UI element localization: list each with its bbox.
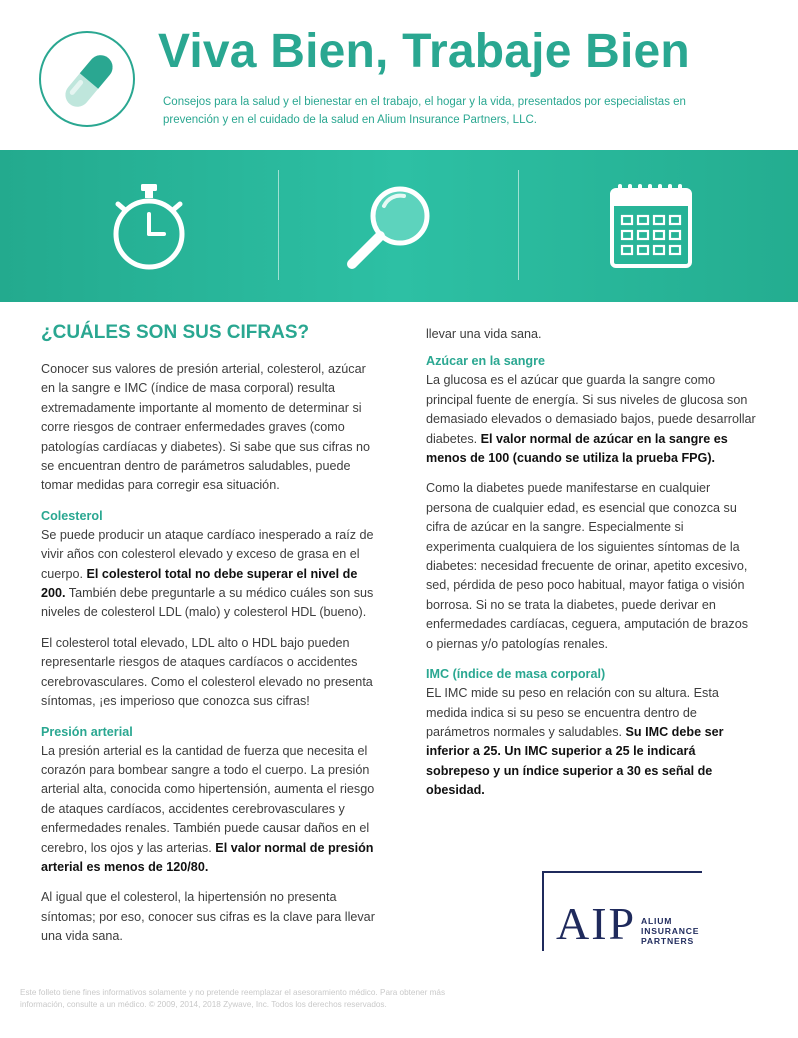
colesterol-paragraph-1: Se puede producir un ataque cardíaco inesperado a raíz de vivir años con colesterol elevado y exceso de grasa en el cuerpo. El colesterol total no debe superar el nivel de 200. También debe preguntarle a su médico cuáles son sus niveles de colesterol LDL (malo) y colesterol HDL (bueno). — [41, 527, 374, 620]
banner-divider — [518, 170, 519, 280]
footer-disclaimer: Este folleto tiene fines informativos solamente y no pretende reemplazar el asesoramiento médico. Para obtener más información, consulte a un médico. © 2009, 2014, 2018 Zywave, Inc. Todos los derechos reservados. — [20, 988, 446, 1009]
page-subtitle: Consejos para la salud y el bienestar en el trabajo, el hogar y la vida, presentados por especialistas en prevención y en el cuidado de la salud en Alium Insurance Partners, LLC. — [163, 96, 686, 126]
right-column — [426, 325, 756, 812]
intro-paragraph: Conocer sus valores de presión arterial, colesterol, azúcar en la sangre e IMC (índice de masa corporal) resulta extremadamente importante al momento de determinar si corre riesgos de contraer enfermedades graves (como patologías cardíacas y diabetes). Si sabe que sus cifras no se encuentran dentro de parámetros saludables, puede tomar medidas para corregir esa situación. — [41, 362, 371, 493]
magnifier-icon — [344, 180, 436, 272]
page-title: Viva Bien, Trabaje Bien — [158, 25, 690, 78]
icon-banner — [0, 150, 798, 302]
azucar-paragraph-2: Como la diabetes puede manifestarse en cualquier persona de cualquier edad, es esencial que conozca su cifra de azúcar en la sangre. Especialmente si experimenta cualquiera de los siguientes síntomas de la diabetes: necesidad frecuente de orinar, apetito excesivo, sed, pérdida de peso poco habitual, mayor fatiga o visión borrosa. Si no se trata la diabetes, puede derivar en enfermedades cardíacas, ceguera, amputación de brazos o piernas y/o patologías renales. — [426, 481, 749, 651]
banner-divider — [278, 170, 279, 280]
stopwatch-icon — [108, 182, 190, 272]
calendar-icon — [608, 182, 694, 270]
presion-paragraph-2-continued: llevar una vida sana. — [426, 327, 542, 341]
header — [0, 0, 798, 150]
azucar-heading: Azúcar en la sangre — [426, 354, 545, 369]
left-column — [41, 320, 377, 944]
aip-logo — [542, 871, 722, 951]
logo-letters: AIP — [556, 898, 637, 949]
colesterol-paragraph-2: El colesterol total elevado, LDL alto o HDL bajo pueden representarle riesgos de ataques cardíacos o accidentes cerebrovasculares. Como el colesterol elevado no presenta síntomas, ¡es imperioso que conozca sus cifras! — [41, 635, 373, 709]
presion-paragraph-1: La presión arterial es la cantidad de fuerza que necesita el corazón para bombear sangre a todo el cuerpo. La presión arterial alta, conocida como hipertensión, aumenta el riesgo de ataques cardíacos, accidentes cerebrovasculares y enfermedades renales. También puede causar daños en el cerebro, los ojos y las arterias. El valor normal de presión arterial es menos de 120/80. — [41, 743, 375, 874]
logo-left-rule — [542, 871, 544, 951]
colesterol-heading: Colesterol — [41, 508, 103, 523]
imc-heading: IMC (índice de masa corporal) — [426, 667, 606, 682]
logo-top-rule — [542, 871, 702, 873]
pill-icon — [41, 33, 137, 129]
presion-heading: Presión arterial — [41, 724, 133, 739]
azucar-paragraph-1: La glucosa es el azúcar que guarda la sangre como principal fuente de energía. Si sus niveles de glucosa son demasiado elevados o demasiado bajos, puede desarrollar diabetes. El valor normal de azúcar en la sangre es menos de 100 (cuando se utiliza la prueba FPG). — [426, 373, 756, 466]
presion-paragraph-2: Al igual que el colesterol, la hipertensión no presenta síntomas; por eso, conocer sus cifras es la clave para llevar una vida sana. — [41, 890, 375, 944]
pill-logo — [39, 31, 135, 127]
logo-company-name: ALIUM INSURANCE PARTNERS — [641, 916, 700, 946]
section-heading: ¿CUÁLES SON SUS CIFRAS? — [41, 322, 310, 343]
imc-paragraph: EL IMC mide su peso en relación con su altura. Esta medida indica si su peso se encuentra dentro de parámetros normales y saludables. Su IMC debe ser inferior a 25. Un IMC superior a 25 le indicará sobrepeso y un índice superior a 30 es señal de obesidad. — [426, 686, 724, 798]
